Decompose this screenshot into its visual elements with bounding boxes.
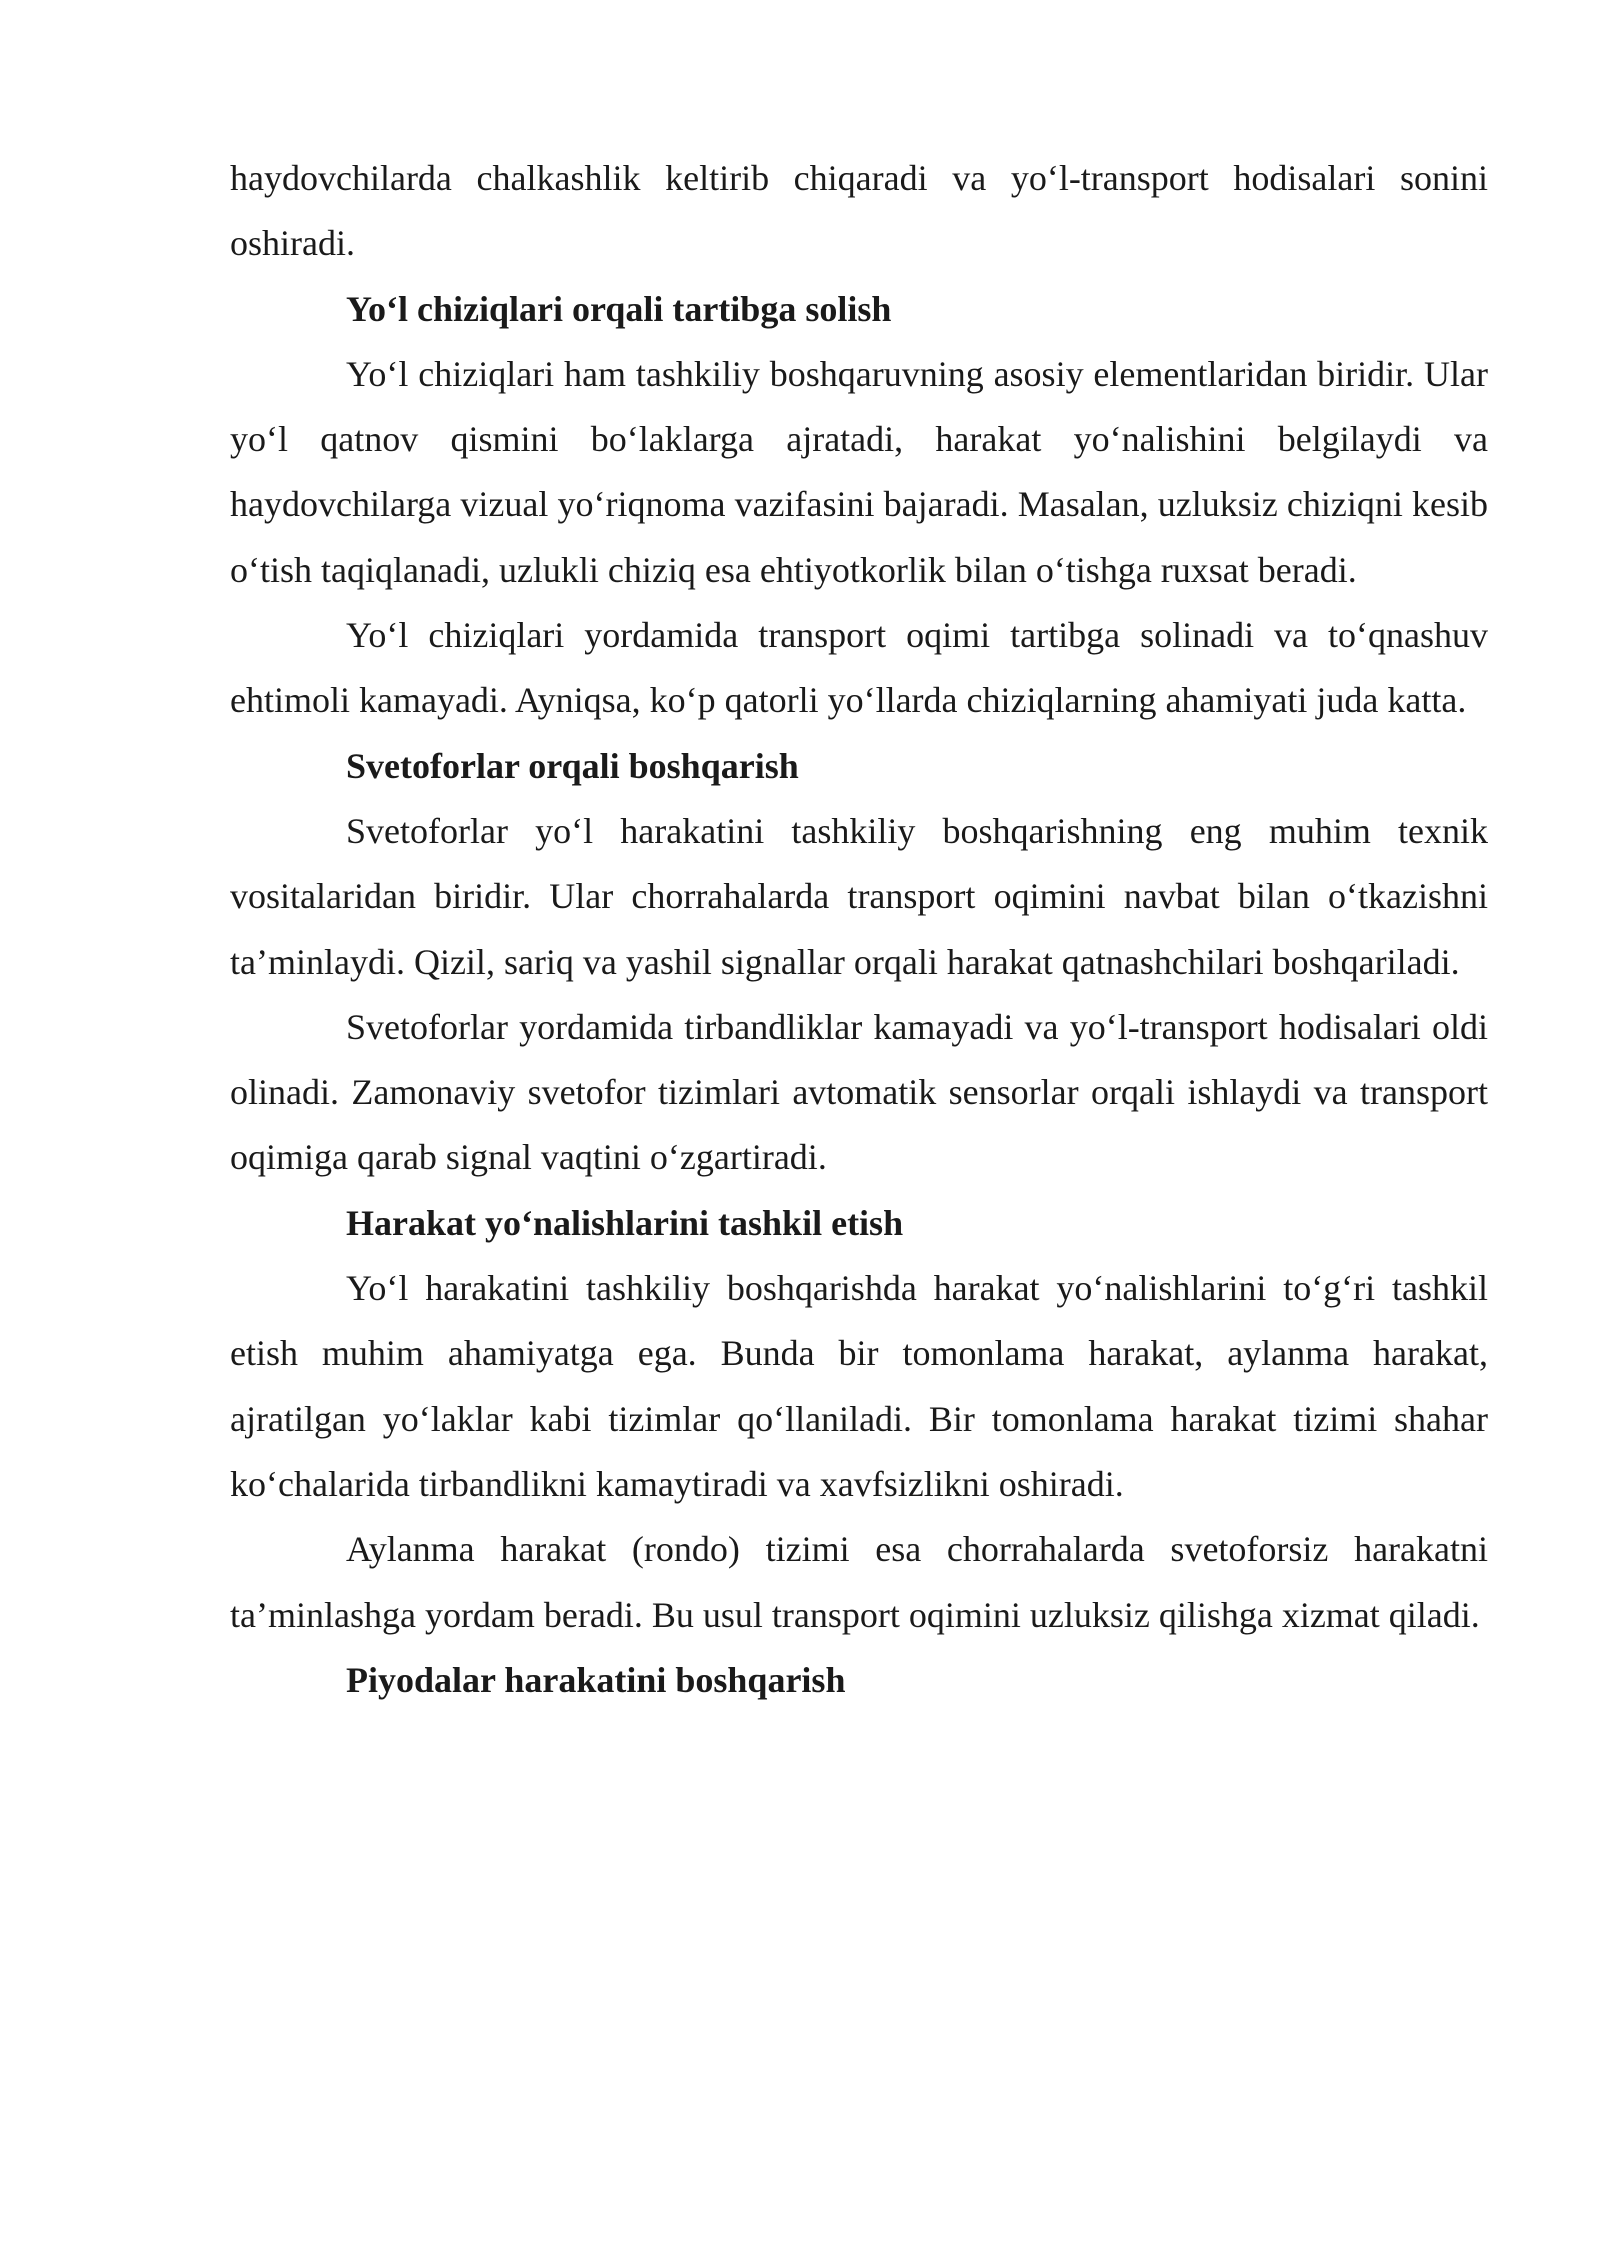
paragraph: Svetoforlar yordamida tirbandliklar kamayadi va yo‘l-transport hodisalari oldi olinadi. Zamonaviy svetofor tizimlari avtomatik sensorlar orqali ishlaydi va transport oqimiga qarab signal vaqtini o‘zgartiradi. [230,1006,1488,1178]
section-heading-pedestrian-control: Piyodalar harakatini boshqarish [346,1659,846,1700]
paragraph: Svetoforlar yo‘l harakatini tashkiliy boshqarishning eng muhim texnik vositalaridan biridir. Ular chorrahalarda transport oqimini navbat bilan o‘tkazishni ta’minlaydi. Qizil, sariq va yashil signallar orqali harakat qatnashchilari boshqariladi. [230,810,1488,982]
paragraph-continued: haydovchilarda chalkashlik keltirib chiqaradi va yo‘l-transport hodisalari sonini oshiradi. [230,158,1488,264]
paragraph: Aylanma harakat (rondo) tizimi esa chorrahalarda svetoforsiz harakatni ta’minlashga yordam beradi. Bu usul transport oqimini uzluksiz qilishga xizmat qiladi. [230,1529,1488,1635]
document-page [230,146,1488,1713]
paragraph: Yo‘l chiziqlari yordamida transport oqimi tartibga solinadi va to‘qnashuv ehtimoli kamayadi. Ayniqsa, ko‘p qatorli yo‘llarda chiziqlarning ahamiyati juda katta. [230,615,1488,721]
section-heading-traffic-lights: Svetoforlar orqali boshqarish [346,745,799,786]
section-heading-road-markings: Yo‘l chiziqlari orqali tartibga solish [346,288,892,329]
paragraph: Yo‘l chiziqlari ham tashkiliy boshqaruvning asosiy elementlaridan biridir. Ular yo‘l qatnov qismini bo‘laklarga ajratadi, harakat yo‘nalishini belgilaydi va haydovchilarga vizual yo‘riqnoma vazifasini bajaradi. Masalan, uzluksiz chiziqni kesib o‘tish taqiqlanadi, uzlukli chiziq esa ehtiyotkorlik bilan o‘tishga ruxsat beradi. [230,353,1488,590]
paragraph: Yo‘l harakatini tashkiliy boshqarishda harakat yo‘nalishlarini to‘g‘ri tashkil etish muhim ahamiyatga ega. Bunda bir tomonlama harakat, aylanma harakat, ajratilgan yo‘laklar kabi tizimlar qo‘llaniladi. Bir tomonlama harakat tizimi shahar ko‘chalarida tirbandlikni kamaytiradi va xavfsizlikni oshiradi. [230,1268,1488,1504]
section-heading-traffic-directions: Harakat yo‘nalishlarini tashkil etish [346,1202,904,1243]
